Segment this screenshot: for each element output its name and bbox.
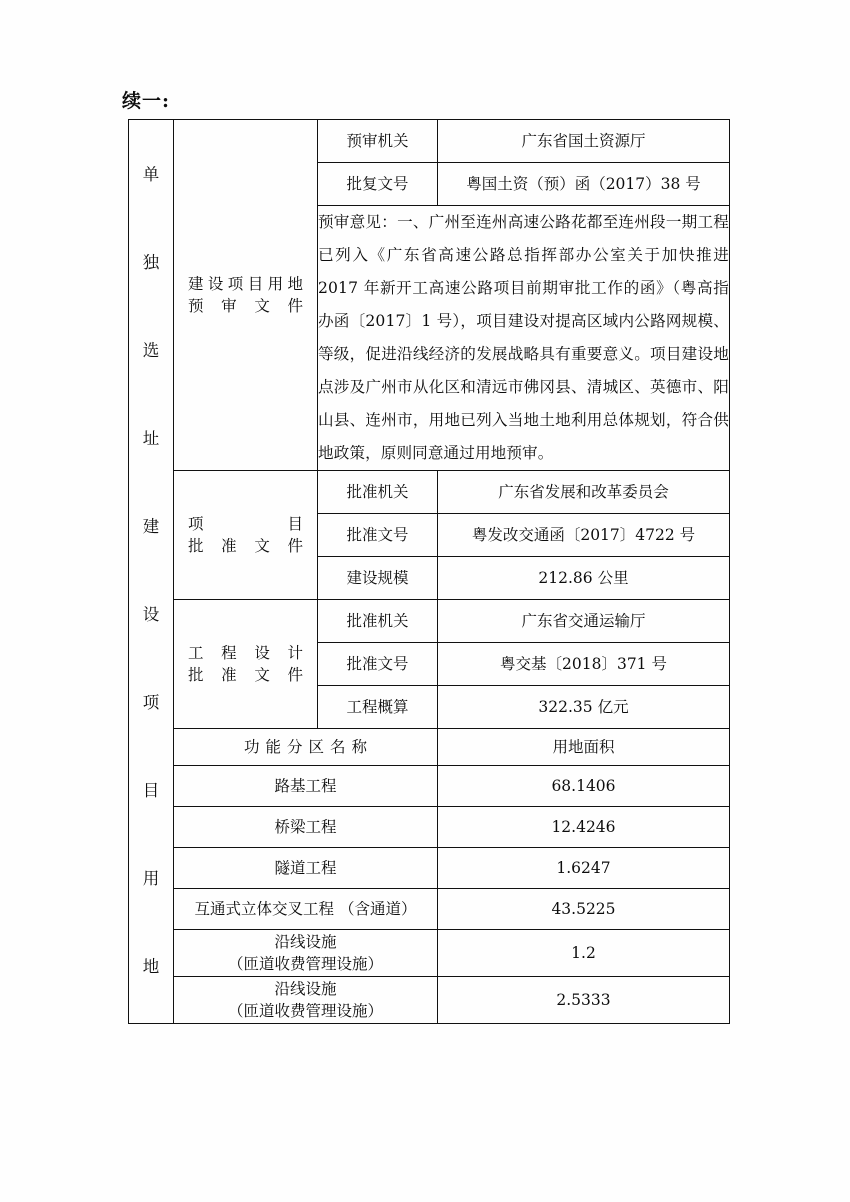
zone-area-5: 2.5333 xyxy=(438,977,730,1024)
table-row xyxy=(129,930,730,977)
zone-name-5 xyxy=(174,977,438,1024)
field-value-project-scale: 212.86 公里 xyxy=(438,557,730,600)
group-label-design-line1: 工程设计 xyxy=(188,643,303,662)
preaudit-opinion-prefix: 预审意见： xyxy=(318,213,398,231)
vlabel-char-4: 建 xyxy=(142,517,160,537)
group-label-design-line2: 批准文件 xyxy=(188,666,303,684)
zone-name-1: 桥梁工程 xyxy=(174,807,438,848)
group-label-project-line2: 批准文件 xyxy=(188,537,303,555)
zone-name-5-line1: 沿线设施 xyxy=(274,979,337,998)
field-key-project-agency: 批准机关 xyxy=(318,471,438,514)
land-use-table xyxy=(128,119,730,1024)
field-value-project-agency: 广东省发展和改革委员会 xyxy=(438,471,730,514)
preaudit-opinion-text xyxy=(318,206,729,470)
table-row xyxy=(129,977,730,1024)
table-row xyxy=(129,729,730,766)
field-value-preaudit-agency: 广东省国土资源厅 xyxy=(438,120,730,163)
preaudit-opinion-body: 一、广州至连州高速公路花都至连州段一期工程已列入《广东省高速公路总指挥部办公室关于加快推进 2017 年新开工高速公路项目前期审批工作的函》（粤高指办函〔2017〕1 号），项目建设对提高区域内公路网规模、等级，促进沿线经济的发展战略具有重要意义。项目建设地点涉及广州市从化区和清远市佛冈县、清城区、英德市、阳山县、连州市，用地已列入当地土地利用总体规划，符合供地政策，原则同意通过用地预审。 xyxy=(318,213,729,462)
field-key-preaudit-docno: 批复文号 xyxy=(318,163,438,206)
field-key-project-scale: 建设规模 xyxy=(318,557,438,600)
zone-header-name: 功能分区名称 xyxy=(174,729,438,766)
zone-area-0: 68.1406 xyxy=(438,766,730,807)
zone-name-3: 互通式立体交叉工程 （含通道） xyxy=(174,889,438,930)
field-value-design-docno: 粤交基〔2018〕371 号 xyxy=(438,643,730,686)
vertical-category-chars xyxy=(129,132,173,1012)
zone-area-2: 1.6247 xyxy=(438,848,730,889)
field-value-design-agency: 广东省交通运输厅 xyxy=(438,600,730,643)
zone-name-5-line2: （匝道收费管理设施） xyxy=(227,1002,383,1020)
vlabel-char-6: 项 xyxy=(142,693,160,713)
group-label-design-approval xyxy=(174,600,318,729)
field-key-design-estimate: 工程概算 xyxy=(318,686,438,729)
field-value-preaudit-docno: 粤国土资（预）函（2017）38 号 xyxy=(438,163,730,206)
table-row xyxy=(129,120,730,163)
field-key-preaudit-agency: 预审机关 xyxy=(318,120,438,163)
vertical-category-label xyxy=(129,120,174,1024)
vlabel-char-1: 独 xyxy=(142,253,160,273)
table-row xyxy=(129,600,730,643)
vlabel-char-9: 地 xyxy=(142,957,160,977)
table-row xyxy=(129,889,730,930)
vlabel-char-8: 用 xyxy=(142,869,160,889)
zone-name-4-line1: 沿线设施 xyxy=(274,932,337,951)
zone-area-1: 12.4246 xyxy=(438,807,730,848)
table-row xyxy=(129,766,730,807)
zone-name-4-line2: （匝道收费管理设施） xyxy=(227,955,383,973)
group-label-preaudit-line1: 建设项目用地 xyxy=(188,274,303,293)
vlabel-char-7: 目 xyxy=(142,781,160,801)
zone-name-0: 路基工程 xyxy=(174,766,438,807)
group-label-preaudit xyxy=(174,120,318,471)
zone-header-area: 用地面积 xyxy=(438,729,730,766)
field-value-project-docno: 粤发改交通函〔2017〕4722 号 xyxy=(438,514,730,557)
table-row xyxy=(129,807,730,848)
field-key-design-docno: 批准文号 xyxy=(318,643,438,686)
vlabel-char-5: 设 xyxy=(142,605,160,625)
zone-name-2: 隧道工程 xyxy=(174,848,438,889)
table-row xyxy=(129,848,730,889)
field-value-design-estimate: 322.35 亿元 xyxy=(438,686,730,729)
group-label-project-approval xyxy=(174,471,318,600)
continuation-label: 续一: xyxy=(122,90,171,112)
zone-name-4 xyxy=(174,930,438,977)
vlabel-char-3: 址 xyxy=(142,429,160,449)
zone-area-4: 1.2 xyxy=(438,930,730,977)
vlabel-char-2: 选 xyxy=(142,341,160,361)
preaudit-opinion-cell xyxy=(318,206,730,471)
table-row xyxy=(129,471,730,514)
field-key-project-docno: 批准文号 xyxy=(318,514,438,557)
group-label-preaudit-line2: 预审文件 xyxy=(188,297,303,315)
field-key-design-agency: 批准机关 xyxy=(318,600,438,643)
group-label-project-line1: 项 目 xyxy=(188,514,303,533)
vlabel-char-0: 单 xyxy=(142,165,160,185)
land-use-table-wrapper xyxy=(128,119,730,1024)
zone-area-3: 43.5225 xyxy=(438,889,730,930)
